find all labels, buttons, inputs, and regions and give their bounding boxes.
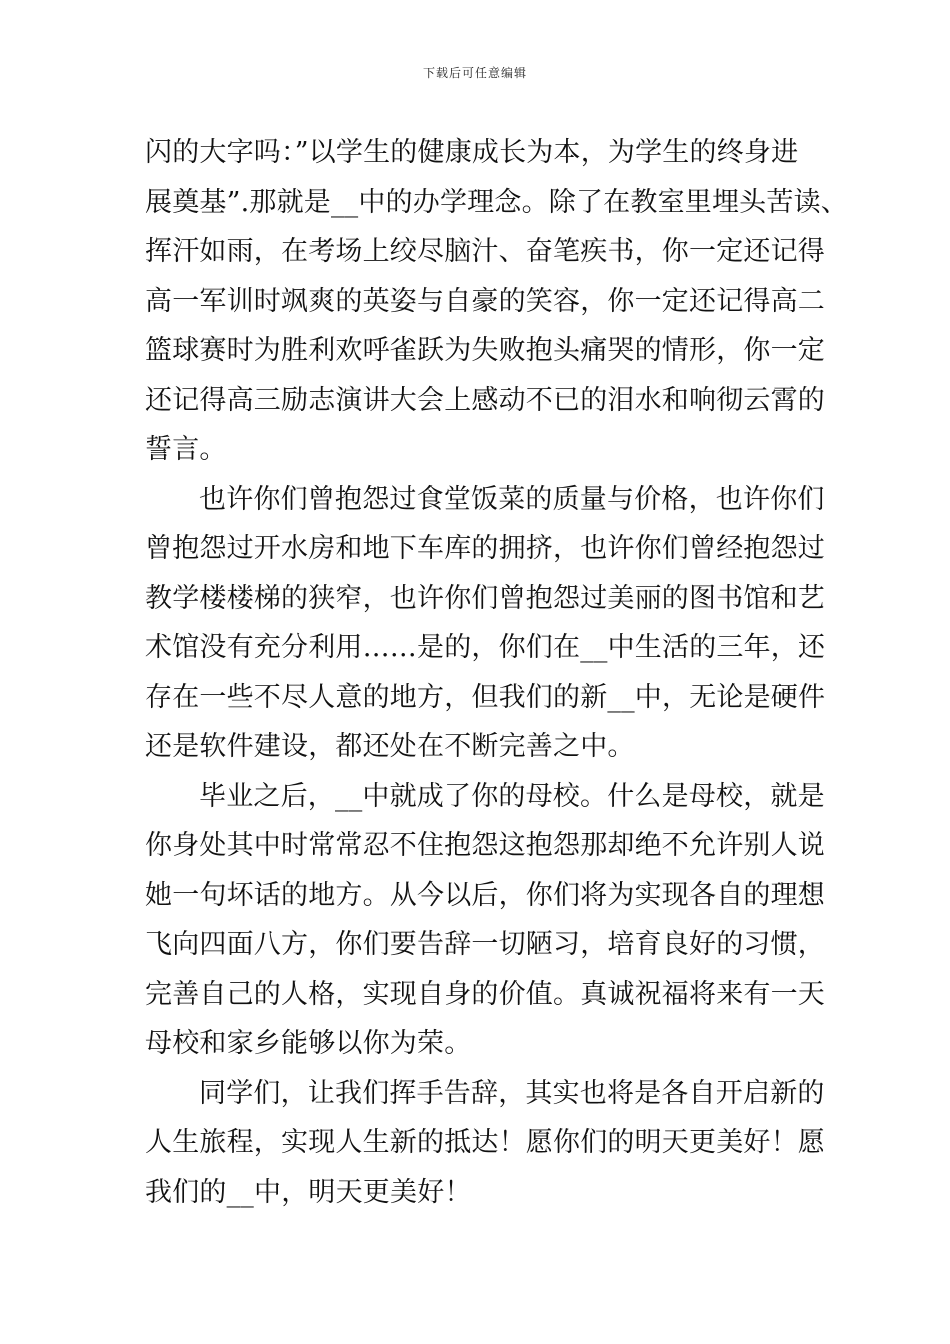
text-line: 她一句坏话的地方。从今以后，你们将为实现各自的理想 xyxy=(145,879,825,911)
text-line: 我们的__中，明天更美好！ xyxy=(145,1176,472,1208)
page-header: 下载后可任意编辑 xyxy=(422,66,527,80)
text-line: 展奠基”.那就是__中的办学理念。除了在教室里埋头苦读、 xyxy=(145,186,848,218)
text-line: 母校和家乡能够以你为荣。 xyxy=(145,1028,472,1059)
text-line: 还记得高三励志演讲大会上感动不已的泪水和响彻云霄的 xyxy=(145,384,825,416)
text-line: 闪的大字吗：”以学生的健康成长为本，为学生的终身进 xyxy=(145,137,799,168)
text-line: 高一军训时飒爽的英姿与自豪的笑容，你一定还记得高二 xyxy=(145,285,825,317)
text-line: 术馆没有充分利用……是的，你们在__中生活的三年，还 xyxy=(145,632,826,663)
text-line: 誓言。 xyxy=(145,434,227,465)
text-line: 也许你们曾抱怨过食堂饭菜的质量与价格，也许你们 xyxy=(199,483,825,515)
text-line: 还是软件建设，都还处在不断完善之中。 xyxy=(145,731,635,762)
text-line: 篮球赛时为胜利欢呼雀跃为失败抱头痛哭的情形，你一定 xyxy=(145,335,825,366)
document-body xyxy=(145,128,848,1217)
text-line: 同学们，让我们挥手告辞，其实也将是各自开启新的 xyxy=(199,1077,825,1109)
text-line: 你身处其中时常常忍不住抱怨这抱怨那却绝不允许别人说 xyxy=(145,830,825,861)
text-line: 存在一些不尽人意的地方，但我们的新__中，无论是硬件 xyxy=(145,681,826,713)
text-line: 毕业之后，__中就成了你的母校。什么是母校，就是 xyxy=(199,780,825,812)
text-line: 挥汗如雨，在考场上绞尽脑汁、奋笔疾书，你一定还记得 xyxy=(145,236,825,267)
text-line: 曾抱怨过开水房和地下车库的拥挤，也许你们曾经抱怨过 xyxy=(145,533,825,564)
text-line: 教学楼楼梯的狭窄，也许你们曾抱怨过美丽的图书馆和艺 xyxy=(145,582,825,614)
text-line: 飞向四面八方，你们要告辞一切陋习，培育良好的习惯， xyxy=(145,929,825,960)
text-line: 完善自己的人格，实现自身的价值。真诚祝福将来有一天 xyxy=(145,978,825,1010)
text-line: 人生旅程，实现人生新的抵达！愿你们的明天更美好！愿 xyxy=(145,1127,825,1158)
